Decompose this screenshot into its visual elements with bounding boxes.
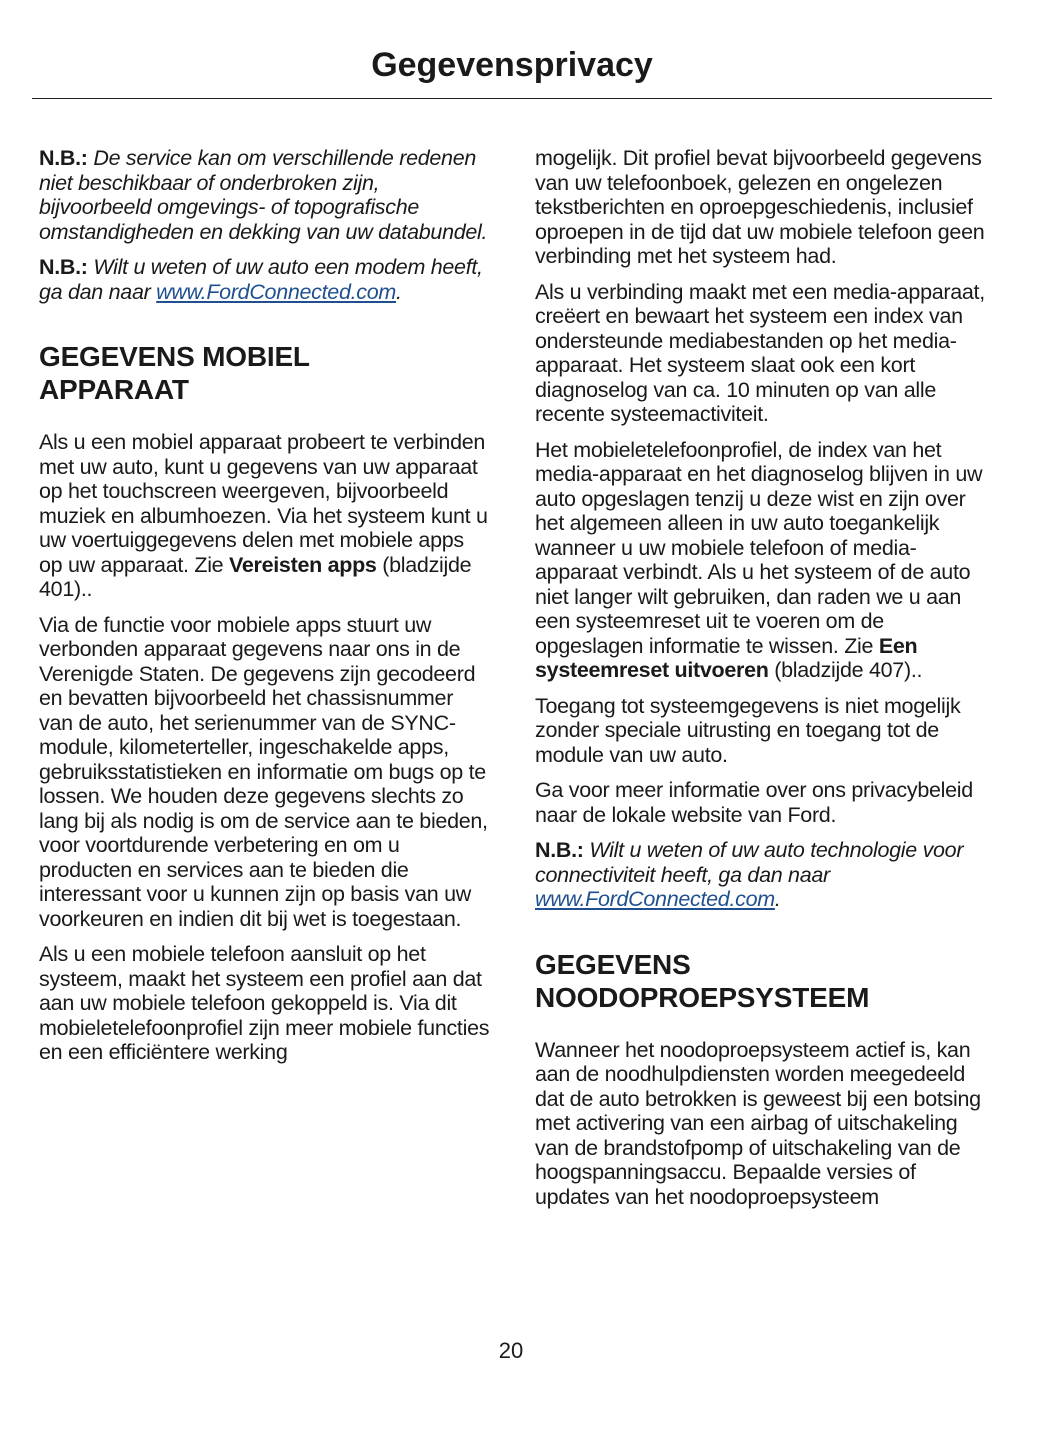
heading-line: GEGEVENS — [535, 948, 691, 980]
right-column — [535, 146, 987, 1220]
paragraph-text: Het mobieletelefoonprofiel, de index van het media-apparaat en het diagnoselog blijven in uw auto opgeslagen tenzij u deze wist en zijn over het algemeen alleen in uw auto toegankelijk wanneer u uw mobiele telefoon of media-apparaat verbindt. Als u het systeem of de auto niet langer wilt gebruiken, dan raden we u aan een systeemreset uit te voeren om de opgeslagen informatie te wissen. Zie — [535, 437, 983, 658]
note-text: Wilt u weten of uw auto een modem heeft, ga dan naar — [39, 255, 483, 304]
title-divider — [32, 98, 992, 99]
section-heading-emergency-call — [535, 948, 987, 1014]
paragraph: Ga voor meer informatie over ons privacybeleid naar de lokale website van Ford. — [535, 778, 973, 827]
heading-line: GEGEVENS MOBIEL — [39, 341, 310, 372]
note-text: De service kan om verschillende redenen niet beschikbaar of onderbroken zijn, bijvoorbeeld omgevings- of topografische omstandigheden en dekking van uw databundel. — [39, 146, 488, 244]
paragraph — [39, 430, 491, 602]
page-number: 20 — [498, 1338, 524, 1363]
section-heading-mobile-device — [39, 340, 491, 406]
paragraph: Als u verbinding maakt met een media-apparaat, creëert en bewaart het systeem een index van ondersteunde mediabestanden op het media-apparaat. Het systeem slaat ook een kort diagnoselog van ca. 10 minuten op van alle recente systeemactiviteit. — [535, 279, 985, 426]
heading-line: NOODOPROEPSYSTEEM — [535, 981, 870, 1013]
note-3 — [535, 838, 987, 912]
note-text: Wilt u weten of uw auto technologie voor connectiviteit heeft, ga dan naar — [535, 838, 964, 887]
note-2 — [39, 255, 491, 304]
xref-systeemreset[interactable]: Een systeemreset uitvoeren — [535, 633, 918, 682]
paragraph: Toegang tot systeemgegevens is niet mogelijk zonder speciale uitrusting en toegang tot de module van uw auto. — [535, 693, 961, 767]
note-label: N.B.: — [39, 146, 88, 170]
page-title: Gegevensprivacy — [371, 46, 653, 84]
note-suffix: . — [396, 279, 402, 304]
note-label: N.B.: — [535, 838, 584, 862]
note-label: N.B.: — [39, 255, 88, 279]
left-column — [39, 146, 491, 1076]
paragraph: Via de functie voor mobiele apps stuurt uw verbonden apparaat gegevens naar ons in de Verenigde Staten. De gegevens zijn gecodeerd en bevatten bijvoorbeeld het chassisnummer van de auto, het serienummer van de SYNC-module, kilometerteller, ingeschakelde apps, gebruiksstatistieken en informatie om bugs op te lossen. We houden deze gegevens slechts zo lang bij als nodig is om de service aan te bieden, voor voortdurende verbetering en om u producten en services aan te bieden die interessant voor u kunnen zijn op basis van uw voorkeuren en indien dit bij wet is toegestaan. — [39, 612, 488, 931]
paragraph-suffix: (bladzijde 407).. — [768, 658, 923, 682]
paragraph: mogelijk. Dit profiel bevat bijvoorbeeld gegevens van uw telefoonboek, gelezen en ongelezen tekstberichten en oproepgeschiedenis, inclusief oproepen in de tijd dat uw mobiele telefoon geen verbinding met het systeem had. — [535, 146, 985, 268]
heading-line: APPARAAT — [39, 374, 189, 405]
paragraph-text: Als u een mobiel apparaat probeert te verbinden met uw auto, kunt u gegevens van uw apparaat op het touchscreen weergeven, bijvoorbeeld muziek en albumhoezen. Via het systeem kunt u uw voertuiggegevens delen met mobiele apps op uw apparaat. Zie — [39, 430, 488, 577]
paragraph — [535, 438, 987, 683]
fordconnected-link[interactable]: www.FordConnected.com — [156, 279, 397, 304]
note-suffix: . — [774, 887, 781, 911]
note-1 — [39, 146, 491, 244]
paragraph: Als u een mobiele telefoon aansluit op het systeem, maakt het systeem een profiel aan dat aan uw mobiele telefoon gekoppeld is. Via dit mobieletelefoonprofiel zijn meer mobiele functies en een efficiëntere werking — [39, 942, 490, 1064]
xref-vereisten-apps[interactable]: Vereisten apps — [229, 552, 377, 577]
fordconnected-link[interactable]: www.FordConnected.com — [535, 887, 775, 911]
paragraph: Wanneer het noodoproepsysteem actief is, kan aan de noodhulpdiensten worden meegedeeld dat de auto betrokken is geweest bij een botsing met activering van een airbag of uitschakeling van de brandstofpomp of uitschakeling van de hoogspanningsaccu. Bepaalde versies of updates van het noodoproepsysteem — [535, 1037, 981, 1209]
paragraph-suffix: (bladzijde 401).. — [39, 552, 472, 601]
